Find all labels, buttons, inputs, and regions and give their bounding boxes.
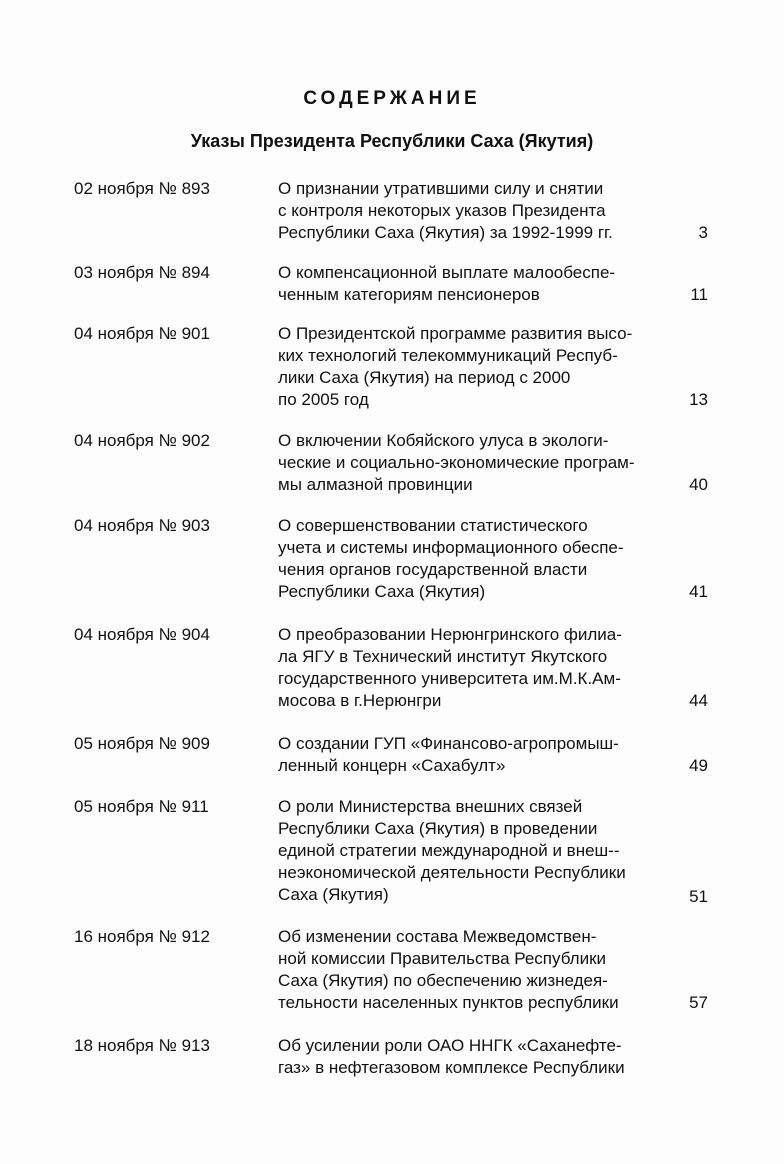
entry-title-line: Республики Саха (Якутия): [278, 582, 486, 601]
entry-title-line: чения органов государственной власти: [278, 560, 588, 579]
entry-title: [278, 1035, 698, 1079]
entry-title-line: О включении Кобяйского улуса в экологи-: [278, 431, 609, 450]
entry-title-line: О создании ГУП «Финансово-агропромыш-: [278, 734, 619, 753]
entry-title-line: О признании утратившими силу и снятии: [278, 179, 604, 198]
entry-date: 02 ноября № 893: [74, 179, 210, 198]
entry-title-line: О компенсационной выплате малообеспе-: [278, 263, 616, 282]
entry-title-line: Республики Саха (Якутия) за 1992-1999 гг.: [278, 223, 613, 242]
section-subtitle: Указы Президента Республики Саха (Якутия): [190, 131, 594, 151]
entry-page-number: 41: [689, 582, 708, 601]
entry-title-line: Об изменении состава Межведомствен-: [278, 927, 597, 946]
entry-date: 04 ноября № 904: [74, 625, 210, 644]
entry-title-line: Об усилении роли ОАО ННГК «Саханефте-: [278, 1036, 622, 1055]
entry-title-line: ла ЯГУ в Технический институт Якутского: [278, 647, 608, 666]
entry-date: 04 ноября № 903: [74, 516, 210, 535]
entry-title-line: ческие и социально-экономические програм-: [278, 453, 635, 472]
entry-title-line: ленный концерн «Сахабулт»: [278, 756, 506, 775]
entry-date: 05 ноября № 909: [74, 734, 210, 753]
entry-title-line: Саха (Якутия): [278, 885, 389, 904]
entry-title-line: мы алмазной провинции: [278, 475, 473, 494]
entry-date: 16 ноября № 912: [74, 927, 210, 946]
entry-title-line: Саха (Якутия) по обеспечению жизнедея-: [278, 971, 608, 990]
entry-date: 18 ноября № 913: [74, 1036, 210, 1055]
entry-page-number: 11: [690, 285, 708, 304]
entry-page-number: 49: [689, 756, 708, 775]
entry-title-line: ной комиссии Правительства Республики: [278, 949, 607, 968]
entry-title-line: ченным категориям пенсионеров: [278, 285, 540, 304]
entry-title-line: учета и системы информационного обеспе-: [278, 538, 624, 557]
entry-page-number: 3: [698, 223, 708, 242]
entry-page-number: 13: [689, 390, 708, 409]
entry-title-line: О роли Министерства внешних связей: [278, 797, 583, 816]
entry-title-line: Республики Саха (Якутия) в проведении: [278, 819, 598, 838]
entry-title-line: с контроля некоторых указов Президента: [278, 201, 606, 220]
entry-title-line: по 2005 год: [278, 390, 369, 409]
entry-date: 03 ноября № 894: [74, 263, 210, 282]
entry-title-line: О Президентской программе развития высо-: [278, 324, 633, 343]
entry-date: 04 ноября № 902: [74, 431, 210, 450]
entry-date: 05 ноября № 911: [74, 797, 209, 816]
entry-title-line: неэкономической деятельности Республики: [278, 863, 626, 882]
entry-page-number: 57: [689, 993, 708, 1012]
entry-title-line: мосова в г.Нерюнгри: [278, 691, 442, 710]
entry-title-line: государственного университета им.М.К.Ам-: [278, 669, 621, 688]
entry-title-line: газ» в нефтегазовом комплексе Республики: [278, 1058, 625, 1077]
entry-page-number: 40: [689, 475, 708, 494]
entry-title-line: ких технологий телекоммуникаций Респуб-: [278, 346, 618, 365]
entry-title-line: О преобразовании Нерюнгринского филиа-: [278, 625, 622, 644]
entry-title-line: О совершенствовании статистического: [278, 516, 588, 535]
entry-page-number: 44: [689, 691, 708, 710]
entry-title-line: единой стратегии международной и внеш--: [278, 841, 620, 860]
entry-page-number: 51: [689, 887, 708, 906]
entry-title-line: лики Саха (Якутия) на период с 2000: [278, 368, 571, 387]
page-title: СОДЕРЖАНИЕ: [303, 88, 481, 109]
entry-title-line: тельности населенных пунктов республики: [278, 993, 619, 1012]
entry-date: 04 ноября № 901: [74, 324, 210, 343]
